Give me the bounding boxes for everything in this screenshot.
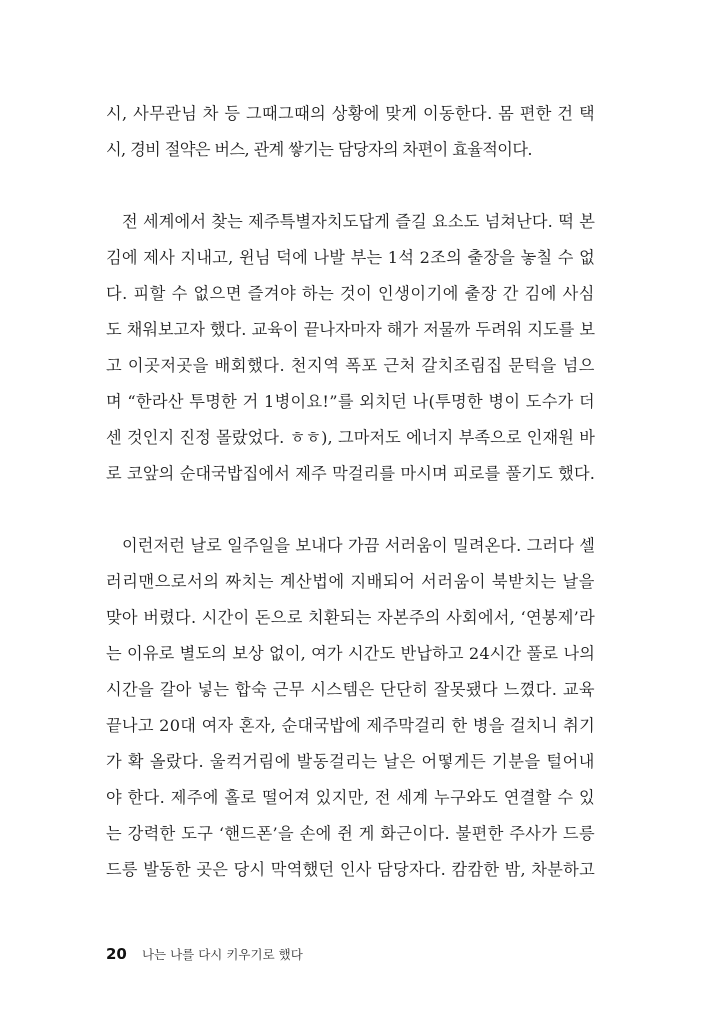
- text-line: 전 세계에서 찾는 제주특별자치도답게 즐길 요소도 넘쳐난다. 떡 본: [122, 212, 595, 231]
- text-line: 시, 사무관님 차 등 그때그때의 상황에 맞게 이동한다. 몸 편한 건 택: [106, 104, 595, 123]
- text-line: 김에 제사 지내고, 윈님 덕에 나발 부는 1석 2조의 출장을 놓칠 수 없: [106, 248, 595, 267]
- text-line: 이런저런 날로 일주일을 보내다 가끔 서러움이 밀려온다. 그러다 셀: [122, 536, 595, 555]
- text-line: 는 이유로 별도의 보상 없이, 여가 시간도 반납하고 24시간 풀로 나의: [106, 644, 595, 663]
- paragraph-2: [106, 204, 596, 492]
- page-footer: [106, 944, 303, 963]
- text-line: 가 확 올랐다. 울컥거림에 발동걸리는 날은 어떻게든 기분을 털어내: [106, 752, 595, 771]
- text-line: 도 채워보고자 했다. 교육이 끝나자마자 해가 저물까 두려워 지도를 보: [106, 320, 595, 339]
- text-line: 시간을 갈아 넣는 합숙 근무 시스템은 단단히 잘못됐다 느꼈다. 교육: [106, 680, 595, 699]
- text-line: 시, 경비 절약은 버스, 관계 쌓기는 담당자의 차편이 효율적이다.: [106, 140, 532, 159]
- text-line: 는 강력한 도구 ‘핸드폰’을 손에 쥔 게 화근이다. 불편한 주사가 드릉: [106, 824, 595, 843]
- running-title: 나는 나를 다시 키우기로 했다: [141, 947, 303, 962]
- text-line: 로 코앞의 순대국밥집에서 제주 막걸리를 마시며 피로를 풀기도 했다.: [106, 464, 595, 483]
- text-line: 야 한다. 제주에 홀로 떨어져 있지만, 전 세계 누구와도 연결할 수 있: [106, 788, 595, 807]
- text-line: 끝나고 20대 여자 혼자, 순대국밥에 제주막걸리 한 병을 걸치니 취기: [106, 716, 595, 735]
- text-line: 센 것인지 진정 몰랐었다. ㅎㅎ), 그마저도 에너지 부족으로 인재원 바: [106, 428, 595, 447]
- text-line: 고 이곳저곳을 배회했다. 천지역 폭포 근처 갈치조림집 문턱을 넘으: [106, 356, 595, 375]
- text-line: 드릉 발동한 곳은 당시 막역했던 인사 담당자다. 캄캄한 밤, 차분하고: [106, 860, 595, 879]
- paragraph-3: [106, 528, 596, 888]
- text-line: 러리맨으로서의 짜치는 계산법에 지배되어 서러움이 북받치는 날을: [106, 572, 595, 591]
- paragraph-1: [106, 96, 596, 168]
- text-line: 맞아 버렸다. 시간이 돈으로 치환되는 자본주의 사회에서, ‘연봉제’라: [106, 608, 595, 627]
- text-line: 며 “한라산 투명한 거 1병이요!”를 외치던 나(투명한 병이 도수가 더: [106, 392, 595, 411]
- text-line: 다. 피할 수 없으면 즐겨야 하는 것이 인생이기에 출장 간 김에 사심: [106, 284, 595, 303]
- page-number: 20: [106, 945, 127, 963]
